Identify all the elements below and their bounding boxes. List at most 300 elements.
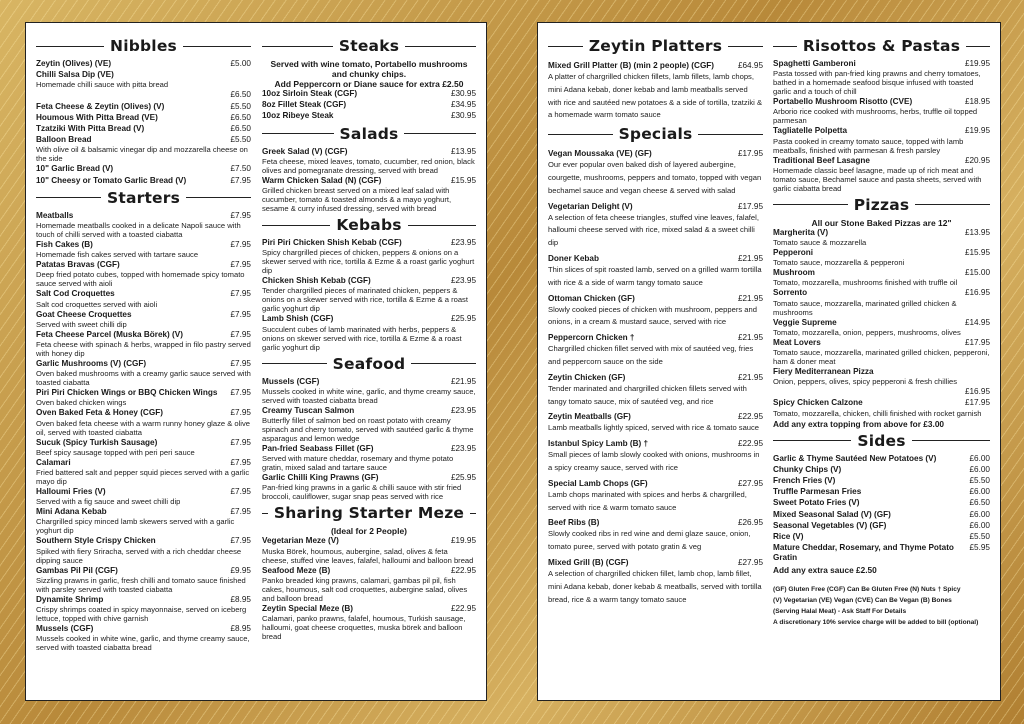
menu-item-description: Pasta tossed with pan-fried king prawns and cherry tomatoes, bathed in a homemade seafood bisque infused with toasted garlic and a touch of chill bbox=[773, 69, 981, 97]
menu-item-price: £17.95 bbox=[737, 149, 763, 159]
menu-item bbox=[36, 124, 251, 134]
menu-item-description: Tender chargrilled pieces of marinated chicken, peppers & onions on a skewer served with rice, tortilla & Ezme & a roast garlic yoghurt dip bbox=[262, 286, 468, 314]
menu-item-header bbox=[773, 521, 990, 531]
menu-item-description: Lamb chops marinated with spices and herbs & chargrilled, served with rice & warm tomato sauce bbox=[548, 489, 747, 512]
menu-item bbox=[262, 566, 476, 603]
menu-item-description: Fried battered salt and pepper squid pieces served with a garlic mayo dip bbox=[36, 468, 250, 487]
menu-item-price: £6.50 bbox=[230, 90, 251, 100]
menu-item-description: Butterfly fillet of salmon bed on roast potato with creamy spinach and cherry tomato, served with sautéed garlic & thyme asparagus and lemon wedge bbox=[262, 416, 474, 444]
menu-item bbox=[773, 510, 990, 520]
menu-item-header bbox=[262, 566, 476, 576]
menu-item-price: £23.95 bbox=[450, 444, 476, 454]
menu-item-header bbox=[36, 310, 251, 320]
menu-item-price: £7.95 bbox=[230, 289, 251, 299]
heading-rule bbox=[36, 46, 104, 47]
menu-item-header bbox=[773, 338, 990, 348]
menu-item-name: Vegetarian Meze (V) bbox=[262, 536, 339, 546]
menu-item-description: Served with mature cheddar, rosemary and thyme potato gratin, mixed salad and tartare sauce bbox=[262, 454, 454, 473]
menu-item-description: Deep fried potato cubes, topped with homemade spicy tomato sauce served with aioli bbox=[36, 270, 245, 289]
heading-rule bbox=[262, 363, 327, 364]
menu-item-name: Gambas Pil Pil (CGF) bbox=[36, 565, 118, 575]
menu-item-header bbox=[773, 398, 990, 408]
menu-item bbox=[548, 60, 763, 122]
menu-item bbox=[36, 458, 251, 486]
menu-item-description: Grilled chicken breast served on a mixed leaf salad with cucumber, tomato & toasted almonds & a mayo yoghurt, sesame & curry infused dressing, served with bread bbox=[262, 186, 452, 214]
menu-item bbox=[262, 314, 476, 351]
menu-item-name: Meatballs bbox=[36, 210, 74, 220]
menu-item-name: Salt Cod Croquettes bbox=[36, 289, 115, 299]
section-title-starters: Starters bbox=[106, 188, 181, 207]
menu-item-name: Mixed Grill Platter (B) (min 2 people) (CGF) bbox=[548, 61, 715, 70]
menu-item bbox=[262, 147, 476, 175]
menu-item-header bbox=[773, 476, 990, 486]
menu-item-price: £7.95 bbox=[230, 507, 251, 517]
menu-item-price: £17.95 bbox=[964, 337, 990, 347]
menu-item bbox=[773, 228, 990, 247]
menu-item-header bbox=[773, 318, 990, 328]
menu-item-description: Pasta cooked in creamy tomato sauce, topped with lamb meatballs, finished with parmesan & fresh parsley bbox=[773, 136, 964, 155]
menu-item-header bbox=[548, 517, 763, 528]
menu-item-price: £7.95 bbox=[230, 408, 251, 418]
menu-item-description: With olive oil & balsamic vinegar dip and mozzarella cheese on the side bbox=[36, 145, 248, 164]
menu-item-name: Feta Cheese & Zeytin (Olives) (V) bbox=[36, 101, 165, 111]
menu-item-header bbox=[36, 595, 251, 605]
menu-item-header bbox=[262, 276, 476, 286]
menu-item-price: £7.95 bbox=[230, 260, 251, 270]
section-title-zeytin-platters: Zeytin Platters bbox=[588, 37, 723, 55]
menu-item-name: Feta Cheese Parcel (Muska Börek) (V) bbox=[36, 329, 183, 339]
menu-item bbox=[773, 487, 990, 497]
menu-item-name: Tagliatelle Polpetta bbox=[773, 126, 848, 136]
menu-item-price: £16.95 bbox=[964, 387, 990, 397]
left-menu-panel bbox=[25, 22, 487, 701]
menu-item-price: £22.95 bbox=[450, 603, 476, 613]
menu-item-header bbox=[548, 253, 763, 264]
menu-item-price: £23.95 bbox=[450, 276, 476, 286]
menu-item-price: £7.95 bbox=[230, 536, 251, 546]
section-heading bbox=[773, 430, 990, 452]
menu-item bbox=[548, 332, 763, 369]
menu-item-description: Spicy chargrilled pieces of chicken, peppers & onions on a skewer served with rice, tortilla & Ezme & a roast garlic yoghurt dip bbox=[262, 248, 475, 276]
menu-item-header bbox=[773, 268, 990, 278]
menu-item-price: £22.95 bbox=[450, 565, 476, 575]
section-title-nibbles: Nibbles bbox=[110, 37, 177, 55]
menu-item-price: £6.50 bbox=[969, 498, 990, 508]
menu-item-price: £5.50 bbox=[969, 532, 990, 542]
menu-item-name: Sorrento bbox=[773, 288, 808, 298]
menu-item bbox=[262, 406, 476, 443]
left-column-2 bbox=[262, 35, 476, 642]
menu-item-description: Panko breaded king prawns, calamari, gambas pil pil, fish cakes, houmous, salt cod croquettes, aubergine salad, olives and balloon bread bbox=[262, 575, 468, 603]
menu-item-header bbox=[262, 444, 476, 454]
menu-item-description: Tomato sauce, mozzarella, marinated grilled chicken & mushrooms bbox=[773, 298, 957, 317]
menu-item bbox=[548, 411, 763, 435]
menu-item-name: Margherita (V) bbox=[773, 227, 829, 237]
menu-item-header bbox=[773, 498, 990, 508]
menu-item bbox=[262, 100, 476, 110]
menu-item-price: £6.00 bbox=[969, 509, 990, 519]
section-subtitle: All our Stone Baked Pizzas are 12" bbox=[811, 217, 952, 228]
menu-item-name: Spicy Chicken Calzone bbox=[773, 398, 863, 408]
menu-item-description: Beef spicy sausage topped with peri peri sauce bbox=[36, 447, 195, 457]
menu-item-price: £17.95 bbox=[964, 398, 990, 408]
menu-item-price: £21.95 bbox=[450, 376, 476, 386]
menu-item-price: £5.50 bbox=[230, 135, 251, 145]
menu-item-price: £27.95 bbox=[737, 557, 763, 567]
menu-item-price: £18.95 bbox=[964, 97, 990, 107]
menu-item-header bbox=[36, 438, 251, 448]
menu-item bbox=[773, 288, 990, 316]
heading-rule bbox=[262, 225, 330, 226]
menu-item-price: £5.50 bbox=[230, 101, 251, 111]
menu-item bbox=[262, 536, 476, 564]
heading-rule bbox=[773, 204, 848, 205]
legend-line: (V) Vegetarian (VE) Vegan (CVE) Can Be Vegan (B) Bones bbox=[773, 596, 952, 604]
menu-item-price: £21.95 bbox=[737, 253, 763, 263]
menu-item-header bbox=[36, 135, 251, 145]
menu-item-header bbox=[36, 359, 251, 369]
menu-item-description: Tomato, mozzarella, mushrooms finished with truffle oil bbox=[773, 278, 958, 288]
section-heading bbox=[262, 123, 476, 145]
heading-rule bbox=[773, 440, 851, 441]
menu-item-price: £5.95 bbox=[969, 543, 990, 553]
menu-item-description: Tomato sauce, mozzarella, marinated grilled chicken, pepperoni, ham & doner meat bbox=[773, 348, 990, 367]
menu-item-header bbox=[773, 228, 990, 238]
menu-item-name: Calamari bbox=[36, 457, 71, 467]
menu-item-description: Tomato sauce, mozzarella & pepperoni bbox=[773, 258, 905, 268]
menu-item-name: 8oz Fillet Steak (CGF) bbox=[262, 100, 347, 110]
menu-item bbox=[773, 532, 990, 542]
section-title-seafood: Seafood bbox=[332, 354, 406, 373]
menu-item-price: £26.95 bbox=[737, 518, 763, 528]
legend-line: A discretionary 10% service charge will be added to bill (optional) bbox=[773, 618, 979, 626]
menu-item-header bbox=[548, 60, 763, 71]
menu-item-name: Southern Style Crispy Chicken bbox=[36, 536, 156, 546]
menu-item-name: Vegetarian Delight (V) bbox=[548, 201, 633, 211]
menu-item-price: £15.95 bbox=[964, 248, 990, 258]
menu-item bbox=[262, 604, 476, 641]
menu-item-description: Thin slices of spit roasted lamb, served on a grilled warm tortilla with rice & a side of warm tangy tomato sauce bbox=[548, 264, 762, 287]
menu-item-description: Crispy shrimps coated in spicy mayonnaise, served on iceberg lettuce, topped with chive garnish bbox=[36, 605, 247, 624]
menu-item bbox=[773, 454, 990, 464]
menu-item-header bbox=[36, 487, 251, 497]
menu-item-header bbox=[36, 408, 251, 418]
menu-item-description: A selection of feta cheese triangles, stuffed vine leaves, falafel, halloumi cheese served with rice, mixed salad & a sweet chilli dip bbox=[548, 212, 759, 248]
menu-item-name: Veggie Supreme bbox=[773, 317, 837, 327]
menu-item bbox=[36, 624, 251, 652]
menu-item-price: £20.95 bbox=[964, 155, 990, 165]
legend-line: (GF) Gluten Free (CGF) Can Be Gluten Free (N) Nuts † Spicy bbox=[773, 585, 961, 593]
menu-item-name: Mixed Grill (B) (CGF) bbox=[548, 557, 629, 567]
menu-item-price: £6.00 bbox=[969, 453, 990, 463]
menu-item-description: Mussels cooked in white wine, garlic, and thyme creamy sauce, served with toasted ciabatta bread bbox=[262, 386, 476, 405]
menu-item-price: £8.95 bbox=[230, 594, 251, 604]
menu-item bbox=[36, 507, 251, 535]
menu-item-name: Goat Cheese Croquettes bbox=[36, 309, 132, 319]
menu-item-name: Fiery Mediterranean Pizza bbox=[773, 367, 874, 377]
menu-item-price: £21.95 bbox=[737, 372, 763, 382]
menu-item-header bbox=[36, 102, 251, 112]
menu-item-name: Chilli Salsa Dip (VE) bbox=[36, 70, 114, 80]
menu-item-header bbox=[36, 113, 251, 123]
menu-item-description: Served with a fig sauce and sweet chilli dip bbox=[36, 497, 181, 507]
menu-item-name: Halloumi Fries (V) bbox=[36, 487, 106, 497]
menu-item-name: Zeytin Meatballs (GF) bbox=[548, 412, 631, 422]
menu-item-header bbox=[548, 293, 763, 304]
section-heading bbox=[262, 353, 476, 375]
menu-item-header bbox=[773, 126, 990, 136]
menu-item-header bbox=[262, 536, 476, 546]
menu-item-description: Our ever popular oven baked dish of layered aubergine, courgette, mushrooms, peppers and tomato, topped with vegan bechamel sauce and vegan cheese & served with salad bbox=[548, 160, 762, 195]
menu-item-price: £7.95 bbox=[230, 210, 251, 220]
menu-item-price: £19.95 bbox=[450, 536, 476, 546]
menu-item-name: Portabello Mushroom Risotto (CVE) bbox=[773, 97, 913, 107]
menu-item-name: Traditional Beef Lasagne bbox=[773, 155, 870, 165]
menu-item bbox=[773, 338, 990, 366]
menu-item-name: Zeytin Special Meze (B) bbox=[262, 603, 353, 613]
menu-item bbox=[548, 253, 763, 290]
menu-item-description: Small pieces of lamb slowly cooked with onions, mushrooms in a spicy creamy sauce, served with rice bbox=[548, 450, 760, 472]
menu-item-description: Served with sweet chilli dip bbox=[36, 319, 127, 329]
menu-item-header bbox=[36, 289, 251, 299]
menu-item-name: Garlic Chilli King Prawns (GF) bbox=[262, 473, 379, 483]
menu-item-price: £13.95 bbox=[964, 227, 990, 237]
menu-item-name: 10oz Ribeye Steak bbox=[262, 111, 334, 121]
menu-item-name: Chunky Chips (V) bbox=[773, 464, 842, 474]
menu-item-description: Mussels cooked in white wine, garlic, and thyme creamy sauce, served with toasted ciabatta bread bbox=[36, 634, 250, 653]
section-heading bbox=[36, 187, 251, 209]
menu-item bbox=[36, 536, 251, 564]
menu-item bbox=[262, 444, 476, 472]
menu-item-price: £7.95 bbox=[230, 487, 251, 497]
menu-item-header bbox=[36, 388, 251, 398]
menu-item bbox=[548, 517, 763, 554]
heading-rule bbox=[470, 513, 476, 514]
menu-item-name: Doner Kebab bbox=[548, 253, 599, 263]
menu-item-name: Truffle Parmesan Fries bbox=[773, 487, 862, 497]
menu-item-price: £6.50 bbox=[230, 112, 251, 122]
menu-item bbox=[262, 238, 476, 275]
menu-item-description: Onion, peppers, olives, spicy pepperoni & fresh chillies bbox=[773, 377, 958, 387]
heading-rule bbox=[262, 46, 333, 47]
extra-note: Add any extra topping from above for £3.00 bbox=[773, 418, 945, 429]
menu-item-name: Piri Piri Chicken Shish Kebab (CGF) bbox=[262, 238, 402, 248]
menu-item-description: Muska Börek, houmous, aubergine, salad, olives & feta cheese, stuffed vine leaves, falafel, halloumi and balloon bread bbox=[262, 546, 474, 565]
menu-item-name bbox=[36, 90, 231, 100]
menu-item-name: Spaghetti Gamberoni bbox=[773, 59, 856, 68]
menu-item bbox=[773, 156, 990, 193]
menu-item-price: £7.95 bbox=[230, 240, 251, 250]
menu-item-price: £7.95 bbox=[230, 457, 251, 467]
menu-item-header bbox=[262, 314, 476, 324]
menu-item-name: Mussels (CGF) bbox=[262, 376, 320, 386]
menu-item-price: £7.95 bbox=[230, 309, 251, 319]
menu-item-header bbox=[773, 156, 990, 166]
menu-item-price: £64.95 bbox=[737, 61, 763, 70]
menu-item bbox=[36, 388, 251, 407]
menu-item-price: £6.50 bbox=[230, 124, 251, 134]
menu-item-name: Creamy Tuscan Salmon bbox=[262, 405, 355, 415]
menu-item bbox=[262, 473, 476, 501]
menu-item bbox=[262, 89, 476, 99]
menu-item bbox=[36, 359, 251, 387]
menu-item bbox=[36, 211, 251, 239]
menu-item-price: £14.95 bbox=[964, 317, 990, 327]
heading-rule bbox=[262, 133, 334, 134]
menu-item-name: Lamb Shish (CGF) bbox=[262, 314, 334, 324]
menu-item-name: Sweet Potato Fries (V) bbox=[773, 498, 860, 508]
heading-rule bbox=[548, 46, 583, 47]
menu-item-name: Ottoman Chicken (GF) bbox=[548, 293, 635, 303]
menu-item-header bbox=[548, 332, 763, 343]
menu-item-header bbox=[773, 59, 990, 69]
menu-item-header bbox=[773, 532, 990, 542]
menu-item-description: Lamb meatballs lightly spiced, served with rice & tomato sauce bbox=[548, 423, 760, 433]
menu-item-header bbox=[36, 330, 251, 340]
menu-item-price: £19.95 bbox=[964, 59, 990, 68]
menu-item-header bbox=[773, 97, 990, 107]
menu-item-price: £6.00 bbox=[969, 464, 990, 474]
menu-item bbox=[36, 135, 251, 163]
section-heading bbox=[262, 214, 476, 236]
menu-item-header bbox=[773, 543, 990, 563]
menu-item-name: Houmous With Pitta Bread (VE) bbox=[36, 112, 158, 122]
menu-item-header bbox=[36, 70, 251, 80]
menu-item-price: £9.95 bbox=[230, 565, 251, 575]
menu-item-header bbox=[36, 536, 251, 546]
menu-item-price: £21.95 bbox=[737, 333, 763, 343]
menu-item-description: Calamari, panko prawns, falafel, houmous, Turkish sausage, halloumi, goat cheese croquettes, muska börek and balloon bread bbox=[262, 614, 466, 642]
menu-item bbox=[36, 566, 251, 594]
menu-item-price: £25.95 bbox=[450, 473, 476, 483]
menu-item bbox=[548, 478, 763, 515]
menu-item-header bbox=[36, 176, 251, 186]
menu-item-price: £22.95 bbox=[737, 412, 763, 422]
menu-item-description: Feta cheese, mixed leaves, tomato, cucumber, red onion, black olives and pomegranate dressing, served with bread bbox=[262, 156, 475, 175]
heading-rule bbox=[773, 46, 797, 47]
menu-item-price: £15.95 bbox=[450, 175, 476, 185]
menu-item-price: £30.95 bbox=[450, 89, 476, 98]
menu-item-price: £30.95 bbox=[450, 111, 476, 121]
section-title-pizzas: Pizzas bbox=[853, 195, 910, 214]
menu-item-header bbox=[262, 100, 476, 110]
section-subtitle: (Ideal for 2 People) bbox=[330, 526, 408, 537]
heading-rule bbox=[966, 46, 990, 47]
menu-item bbox=[773, 498, 990, 508]
heading-rule bbox=[404, 133, 476, 134]
section-title-salads: Salads bbox=[339, 124, 399, 143]
menu-item bbox=[262, 377, 476, 405]
menu-item bbox=[36, 330, 251, 358]
menu-item-price: £5.00 bbox=[230, 59, 251, 68]
menu-item-name: Vegan Moussaka (VE) (GF) bbox=[548, 149, 652, 159]
menu-item-name: Tzatziki With Pitta Bread (V) bbox=[36, 124, 145, 134]
menu-item-price: £23.95 bbox=[450, 405, 476, 415]
section-heading bbox=[262, 35, 476, 57]
menu-item-name: Piri Piri Chicken Wings or BBQ Chicken Wings bbox=[36, 388, 218, 398]
left-column-1 bbox=[36, 35, 251, 653]
menu-item-header bbox=[36, 260, 251, 270]
menu-item bbox=[773, 59, 990, 96]
menu-item-description: Tomato sauce & mozzarella bbox=[773, 238, 867, 248]
menu-item bbox=[262, 111, 476, 121]
menu-item-price: £15.00 bbox=[964, 268, 990, 278]
menu-item bbox=[36, 164, 251, 174]
section-heading bbox=[36, 35, 251, 57]
menu-item-price: £23.95 bbox=[450, 238, 476, 248]
menu-item-price: £7.95 bbox=[230, 388, 251, 398]
menu-item-name: Balloon Bread bbox=[36, 135, 92, 145]
menu-item bbox=[36, 408, 251, 436]
menu-item-name: Warm Chicken Salad (N) (CGF) bbox=[262, 175, 382, 185]
menu-item-description: Pan-fried king prawns in a garlic & chilli sauce with stir fried broccoli, cauliflower, sugar snap peas served with rice bbox=[262, 483, 462, 502]
menu-item-price: £7.95 bbox=[230, 359, 251, 369]
menu-item-price: £22.95 bbox=[737, 439, 763, 449]
menu-item-description: Homemade meatballs cooked in a delicate Napoli sauce with touch of chilli served with a toasted ciabatta bbox=[36, 221, 241, 240]
heading-rule bbox=[183, 46, 251, 47]
menu-item-header bbox=[262, 604, 476, 614]
menu-item-description: Spiked with fiery Sriracha, served with a rich cheddar cheese dipping sauce bbox=[36, 546, 242, 565]
menu-item-header bbox=[36, 507, 251, 517]
menu-item-name: Garlic & Thyme Sautéed New Potatoes (V) bbox=[773, 453, 937, 463]
menu-item-name: Mature Cheddar, Rosemary, and Thyme Potato Gratin bbox=[773, 543, 954, 563]
menu-item-name: Rice (V) bbox=[773, 532, 804, 542]
menu-item bbox=[36, 438, 251, 457]
menu-item-name: Seafood Meze (B) bbox=[262, 565, 331, 575]
menu-item bbox=[548, 438, 763, 475]
menu-item-description: A selection of chargrilled chicken fillet, lamb chop, lamb fillet, mini Adana kebab, doner kebab & meatballs, served with tortilla bread, rice & a warm tangy tomato sauce bbox=[548, 568, 762, 604]
menu-item-description: Oven baked mushrooms with a creamy garlic sauce served with toasted ciabatta bbox=[36, 369, 251, 388]
menu-item-name: Sucuk (Spicy Turkish Sausage) bbox=[36, 437, 158, 447]
section-heading bbox=[548, 35, 763, 57]
menu-item bbox=[548, 293, 763, 330]
menu-item-price: £34.95 bbox=[450, 100, 476, 110]
menu-item-description: Arborio rice cooked with mushrooms, herbs, truffle oil topped parmesan bbox=[773, 107, 978, 126]
menu-item-name: Mini Adana Kebab bbox=[36, 507, 107, 517]
menu-item-header bbox=[262, 89, 476, 99]
menu-item-price: £5.50 bbox=[969, 476, 990, 486]
heading-rule bbox=[411, 363, 476, 364]
menu-item-header bbox=[548, 148, 763, 159]
section-title-sides: Sides bbox=[857, 431, 906, 450]
menu-item-description: Oven baked chicken wings bbox=[36, 398, 127, 408]
menu-item-name: 10oz Sirloin Steak (CGF) bbox=[262, 89, 358, 98]
menu-item-header bbox=[548, 438, 763, 449]
menu-item-name: Pepperoni bbox=[773, 248, 814, 258]
menu-item bbox=[262, 176, 476, 213]
menu-item-header bbox=[262, 147, 476, 157]
heading-rule bbox=[915, 204, 990, 205]
menu-item bbox=[36, 113, 251, 123]
menu-item-price: £7.95 bbox=[230, 437, 251, 447]
menu-item bbox=[36, 176, 251, 186]
menu-item-price: £7.50 bbox=[230, 164, 251, 174]
menu-item-header bbox=[773, 387, 990, 397]
menu-item-header bbox=[36, 90, 251, 100]
menu-item-description: Homemade chilli sauce with pitta bread bbox=[36, 80, 169, 90]
menu-item-price: £27.95 bbox=[737, 478, 763, 488]
menu-item-name: Zeytin Chicken (GF) bbox=[548, 372, 626, 382]
menu-item-header bbox=[36, 566, 251, 576]
menu-item-name: Seasonal Vegetables (V) (GF) bbox=[773, 520, 887, 530]
section-heading bbox=[548, 123, 763, 145]
menu-item-description: Chargrilled chicken fillet served with mix of sautéed veg, fries and peppercorn sauce on the side bbox=[548, 344, 754, 366]
menu-item-name: Peppercorn Chicken † bbox=[548, 333, 635, 343]
menu-item-price: £7.95 bbox=[230, 175, 251, 185]
heading-rule bbox=[186, 197, 251, 198]
menu-item bbox=[36, 487, 251, 506]
menu-item bbox=[36, 70, 251, 89]
